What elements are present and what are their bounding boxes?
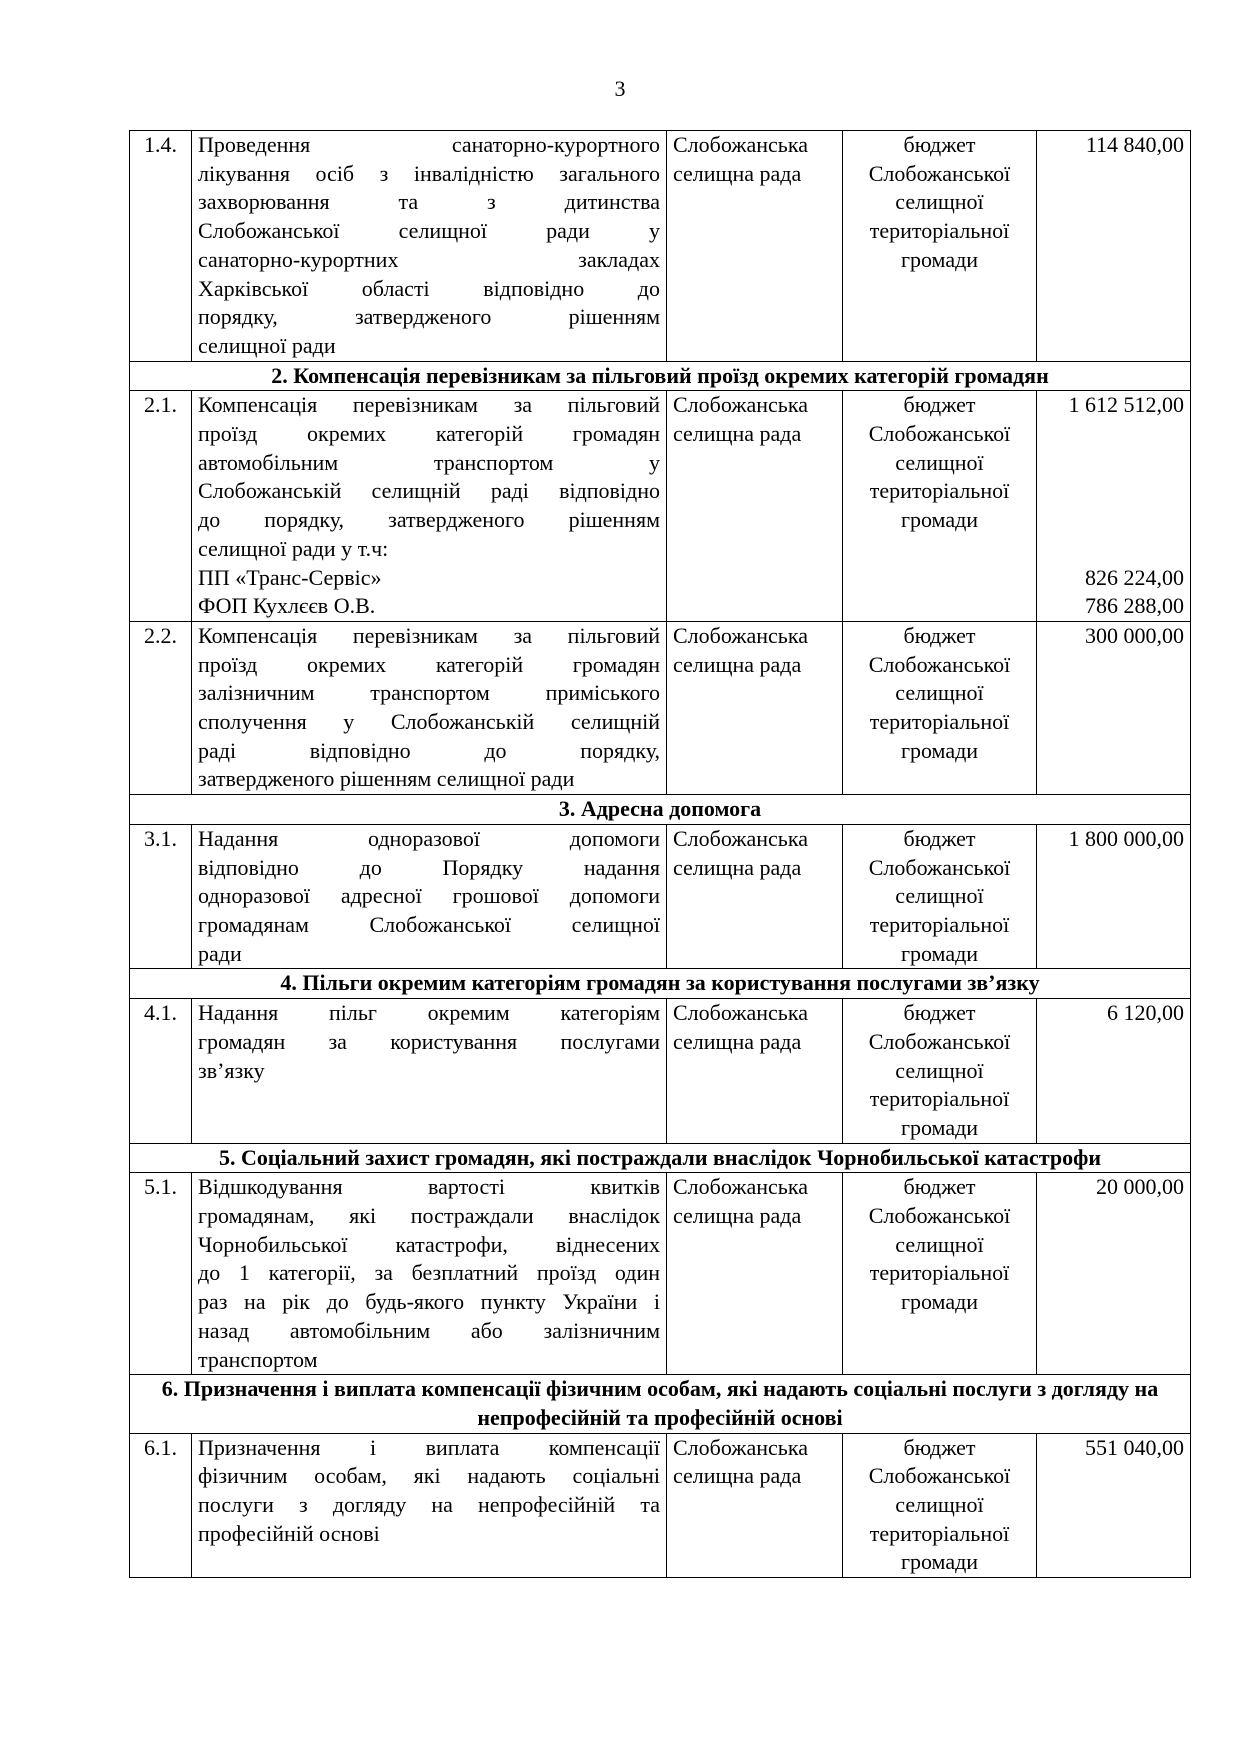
section-title: 3. Адресна допомога <box>130 795 1191 825</box>
description-line: раз на рік до будь-якого пункту України і <box>198 1289 660 1315</box>
carrier-name: ФОП Кухлєєв О.В. <box>198 593 376 619</box>
source-line: територіальної <box>869 1086 1010 1112</box>
source-line: селищної <box>895 680 984 706</box>
description-line: професійній основі <box>198 1520 380 1546</box>
executor-line: селищна рада <box>673 421 802 447</box>
description-line: ради <box>198 940 242 966</box>
description-line: проїзд окремих категорій громадян <box>198 421 660 447</box>
item-executor <box>667 1173 843 1375</box>
description-line: Компенсація перевізникам за пільговий <box>198 622 660 648</box>
description-line: Проведення санаторно-курортного <box>198 132 660 157</box>
section-header-row <box>130 1375 1191 1433</box>
amount-total: 20 000,00 <box>1096 1174 1184 1200</box>
source-line: селищної <box>895 883 984 909</box>
section-title: 4. Пільги окремим категоріям громадян за користування послугами зв’язку <box>130 969 1191 999</box>
source-line: громади <box>900 1289 979 1315</box>
item-executor <box>667 131 843 362</box>
description-line: зв’язку <box>198 1057 265 1083</box>
funding-source <box>843 999 1037 1144</box>
source-line: територіальної <box>869 911 1010 937</box>
item-amount <box>1037 131 1191 362</box>
source-line: громади <box>900 940 979 966</box>
executor-line: Слобожанська <box>673 1434 808 1460</box>
section-header-row <box>130 1143 1191 1173</box>
description-line: санаторно-курортних закладах <box>198 246 660 272</box>
source-line: територіальної <box>869 709 1010 735</box>
executor-line: Слобожанська <box>673 1174 808 1200</box>
table-row <box>130 1433 1191 1578</box>
item-description <box>192 131 667 362</box>
description-line: громадянам, які постраждали внаслідок <box>198 1203 660 1229</box>
executor-line: селищна рада <box>673 854 802 880</box>
source-line: селищної <box>895 1231 984 1257</box>
description-line: Відшкодування вартості квитків <box>198 1174 660 1200</box>
amount-total: 114 840,00 <box>1085 132 1184 157</box>
description-line: селищної ради <box>198 332 336 358</box>
funding-source <box>843 1433 1037 1578</box>
description-line: послуги з догляду на непрофесійній та <box>198 1492 660 1518</box>
description-line: автомобільним транспортом у <box>198 449 660 475</box>
item-description <box>192 824 667 969</box>
executor-line: селищна рада <box>673 160 802 186</box>
source-line: громади <box>900 507 979 533</box>
description-line: до 1 категорії, за безплатний проїзд один <box>198 1260 660 1286</box>
source-line: селищної <box>895 1492 984 1518</box>
source-line: громади <box>900 737 979 763</box>
description-line: фізичним особам, які надають соціальні <box>198 1463 660 1489</box>
table-row <box>130 621 1191 794</box>
item-description <box>192 1173 667 1375</box>
source-line: бюджет <box>903 825 976 851</box>
description-line: громадянам Слобожанської селищної <box>198 911 660 937</box>
table-row <box>130 999 1191 1144</box>
source-line: територіальної <box>869 218 1010 244</box>
description-line: захворювання та з дитинства <box>198 189 660 215</box>
page-number: 3 <box>614 76 626 101</box>
description-line: Компенсація перевізникам за пільговий <box>198 392 660 418</box>
source-line: Слобожанської <box>868 1463 1011 1489</box>
executor-line: селищна рада <box>673 651 802 677</box>
funding-source <box>843 824 1037 969</box>
source-line: селищної <box>895 189 984 215</box>
source-line: бюджет <box>903 392 976 418</box>
executor-line: селищна рада <box>673 1463 802 1489</box>
source-line: територіальної <box>869 478 1010 504</box>
executor-line: Слобожанська <box>673 132 808 157</box>
item-description <box>192 1433 667 1578</box>
item-number: 2.1. <box>130 391 192 622</box>
funding-source <box>843 391 1037 622</box>
section-title: 6. Призначення і виплата компенсації фізичним особам, які надають соціальні послуги з догляду на непрофесійній та професійній основі <box>130 1375 1191 1433</box>
item-number: 2.2. <box>130 621 192 794</box>
amount-total: 1 800 000,00 <box>1068 825 1184 851</box>
source-line: Слобожанської <box>868 1203 1011 1229</box>
source-line: Слобожанської <box>868 421 1011 447</box>
item-amount <box>1037 391 1191 622</box>
funding-source <box>843 1173 1037 1375</box>
carrier-name: ПП «Транс-Сервіс» <box>198 564 382 590</box>
description-line: Харківської області відповідно до <box>198 275 660 301</box>
description-line: сполучення у Слобожанській селищній <box>198 709 660 735</box>
section-header-row <box>130 969 1191 999</box>
section-title: 5. Соціальний захист громадян, які постраждали внаслідок Чорнобильської катастрофи <box>130 1143 1191 1173</box>
executor-line: селищна рада <box>673 1203 802 1229</box>
funding-source <box>843 131 1037 362</box>
description-line: Надання пільг окремим категоріям <box>198 1000 660 1026</box>
source-line: Слобожанської <box>868 160 1011 186</box>
amount-total: 551 040,00 <box>1085 1434 1184 1460</box>
item-executor <box>667 391 843 622</box>
source-line: бюджет <box>903 622 976 648</box>
item-executor <box>667 1433 843 1578</box>
description-line: Чорнобильської катастрофи, віднесених <box>198 1231 660 1257</box>
item-number: 1.4. <box>130 131 192 362</box>
description-line: лікування осіб з інвалідністю загального <box>198 160 660 186</box>
table-row <box>130 824 1191 969</box>
item-amount <box>1037 1173 1191 1375</box>
description-line: відповідно до Порядку надання <box>198 854 660 880</box>
table-body <box>130 131 1191 1578</box>
item-amount <box>1037 999 1191 1144</box>
source-line: громади <box>900 246 979 272</box>
source-line: громади <box>900 1114 979 1140</box>
source-line: Слобожанської <box>868 1028 1011 1054</box>
item-number: 3.1. <box>130 824 192 969</box>
amount-sub: 786 288,00 <box>1085 593 1184 619</box>
item-executor <box>667 999 843 1144</box>
source-line: бюджет <box>903 1000 976 1026</box>
item-executor <box>667 824 843 969</box>
description-line: порядку, затвердженого рішенням <box>198 304 660 330</box>
funding-source <box>843 621 1037 794</box>
amount-total: 300 000,00 <box>1085 622 1184 648</box>
section-title: 2. Компенсація перевізникам за пільговий проїзд окремих категорій громадян <box>130 361 1191 391</box>
description-line: проїзд окремих категорій громадян <box>198 651 660 677</box>
description-line: Слобожанської селищної ради у <box>198 218 660 244</box>
item-description <box>192 621 667 794</box>
item-number: 5.1. <box>130 1173 192 1375</box>
description-line: залізничним транспортом приміського <box>198 680 660 706</box>
source-line: селищної <box>895 1057 984 1083</box>
source-line: територіальної <box>869 1260 1010 1286</box>
item-number: 4.1. <box>130 999 192 1144</box>
description-line: назад автомобільним або залізничним <box>198 1317 660 1343</box>
section-header-row <box>130 795 1191 825</box>
item-amount <box>1037 1433 1191 1578</box>
description-line: одноразової адресної грошової допомоги <box>198 883 660 909</box>
executor-line: селищна рада <box>673 1028 802 1054</box>
source-line: селищної <box>895 449 984 475</box>
table-row <box>130 391 1191 622</box>
amount-total: 6 120,00 <box>1107 1000 1184 1026</box>
description-line: до порядку, затвердженого рішенням <box>198 507 660 533</box>
item-amount <box>1037 824 1191 969</box>
item-description <box>192 999 667 1144</box>
amount-sub: 826 224,00 <box>1085 564 1184 590</box>
source-line: Слобожанської <box>868 651 1011 677</box>
source-line: бюджет <box>903 1174 976 1200</box>
table-row <box>130 1173 1191 1375</box>
description-line: раді відповідно до порядку, <box>198 737 660 763</box>
executor-line: Слобожанська <box>673 392 808 418</box>
source-line: громади <box>900 1549 979 1575</box>
source-line: бюджет <box>903 1434 976 1460</box>
item-description <box>192 391 667 622</box>
source-line: територіальної <box>869 1520 1010 1546</box>
table-row <box>130 131 1191 362</box>
section-header-row <box>130 361 1191 391</box>
amount-total: 1 612 512,00 <box>1068 392 1184 418</box>
item-amount <box>1037 621 1191 794</box>
description-line: Надання одноразової допомоги <box>198 825 660 851</box>
source-line: бюджет <box>903 132 976 157</box>
executor-line: Слобожанська <box>673 622 808 648</box>
description-line: транспортом <box>198 1346 318 1372</box>
description-line: громадян за користування послугами <box>198 1028 660 1054</box>
description-line: селищної ради у т.ч: <box>198 535 389 561</box>
executor-line: Слобожанська <box>673 825 808 851</box>
item-number: 6.1. <box>130 1433 192 1578</box>
item-executor <box>667 621 843 794</box>
description-line: затвердженого рішенням селищної ради <box>198 766 575 792</box>
description-line: Призначення і виплата компенсації <box>198 1434 660 1460</box>
description-line: Слобожанській селищній раді відповідно <box>198 478 660 504</box>
source-line: Слобожанської <box>868 854 1011 880</box>
program-table <box>129 130 1191 1578</box>
executor-line: Слобожанська <box>673 1000 808 1026</box>
